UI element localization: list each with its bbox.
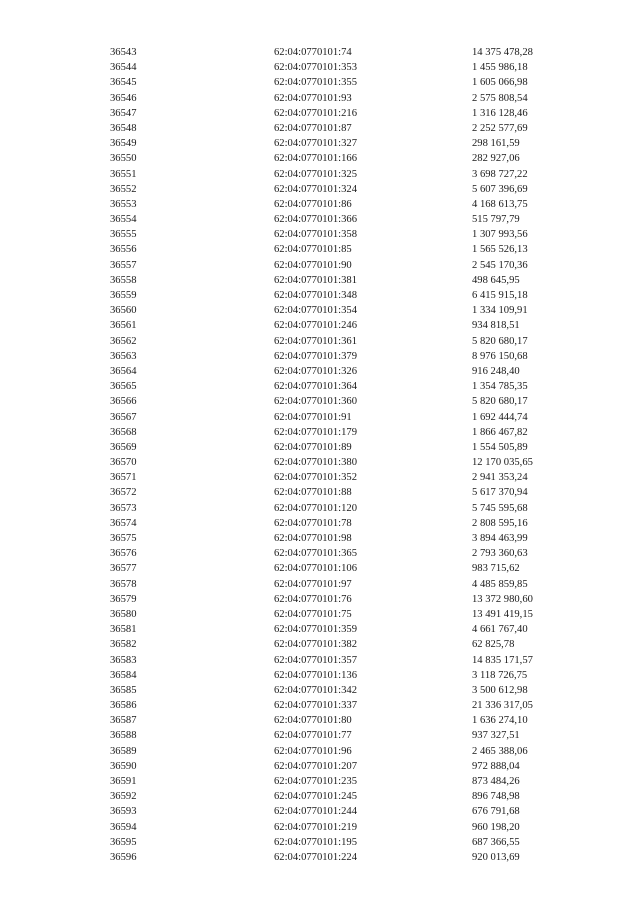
cadastral-value: 4 485 859,85 [472, 578, 528, 590]
row-number: 36590 [110, 760, 137, 772]
cadastral-number: 62:04:0770101:89 [274, 441, 352, 453]
table-row [0, 470, 640, 485]
table-row [0, 242, 640, 257]
table-row [0, 318, 640, 333]
cadastral-number: 62:04:0770101:76 [274, 593, 352, 605]
cadastral-number: 62:04:0770101:86 [274, 198, 352, 210]
cadastral-number: 62:04:0770101:136 [274, 669, 357, 681]
cadastral-value: 14 375 478,28 [472, 47, 533, 58]
row-number: 36574 [110, 517, 137, 529]
table-row [0, 789, 640, 804]
cadastral-number: 62:04:0770101:85 [274, 244, 352, 256]
cadastral-value: 676 791,68 [472, 806, 520, 818]
row-number: 36577 [110, 563, 137, 575]
cadastral-number: 62:04:0770101:325 [274, 168, 357, 180]
table-row [0, 804, 640, 819]
row-number: 36579 [110, 593, 137, 605]
table-row [0, 607, 640, 622]
row-number: 36580 [110, 608, 137, 620]
table-row [0, 653, 640, 668]
table-row [0, 303, 640, 318]
row-number: 36564 [110, 365, 137, 377]
row-number: 36587 [110, 715, 137, 727]
cadastral-number: 62:04:0770101:379 [274, 350, 357, 362]
cadastral-number: 62:04:0770101:357 [274, 654, 357, 666]
cadastral-value: 3 500 612,98 [472, 684, 528, 696]
cadastral-number: 62:04:0770101:97 [274, 578, 352, 590]
data-table [0, 45, 640, 865]
table-row [0, 258, 640, 273]
table-row [0, 835, 640, 850]
cadastral-number: 62:04:0770101:80 [274, 715, 352, 727]
cadastral-number: 62:04:0770101:120 [274, 502, 357, 514]
row-number: 36544 [110, 62, 137, 74]
cadastral-value: 13 491 419,15 [472, 608, 533, 620]
row-number: 36548 [110, 122, 137, 134]
table-row [0, 455, 640, 470]
table-row [0, 425, 640, 440]
cadastral-value: 972 888,04 [472, 760, 520, 772]
cadastral-value: 3 118 726,75 [472, 669, 528, 681]
table-row [0, 167, 640, 182]
cadastral-value: 4 168 613,75 [472, 198, 528, 210]
cadastral-value: 896 748,98 [472, 791, 520, 803]
cadastral-value: 3 894 463,99 [472, 533, 528, 544]
cadastral-value: 1 636 274,10 [472, 715, 528, 727]
table-row [0, 197, 640, 212]
table-row [0, 820, 640, 835]
table-row [0, 136, 640, 151]
cadastral-value: 4 661 767,40 [472, 624, 528, 636]
row-number: 36550 [110, 153, 137, 165]
table-row [0, 273, 640, 288]
cadastral-number: 62:04:0770101:78 [274, 517, 352, 529]
row-number: 36558 [110, 274, 137, 286]
cadastral-number: 62:04:0770101:74 [274, 47, 352, 58]
row-number: 36570 [110, 457, 137, 469]
cadastral-value: 934 818,51 [472, 320, 520, 332]
row-number: 36576 [110, 548, 137, 560]
table-row [0, 713, 640, 728]
cadastral-value: 937 327,51 [472, 730, 520, 742]
row-number: 36557 [110, 259, 137, 271]
row-number: 36578 [110, 578, 137, 590]
table-row [0, 622, 640, 637]
table-row [0, 379, 640, 394]
cadastral-number: 62:04:0770101:382 [274, 639, 357, 651]
cadastral-number: 62:04:0770101:353 [274, 62, 357, 74]
row-number: 36563 [110, 350, 137, 362]
table-row [0, 531, 640, 546]
cadastral-value: 2 941 353,24 [472, 472, 528, 484]
table-row [0, 227, 640, 242]
cadastral-number: 62:04:0770101:348 [274, 290, 357, 301]
table-row [0, 91, 640, 106]
table-row [0, 759, 640, 774]
cadastral-value: 5 607 396,69 [472, 183, 528, 195]
cadastral-value: 1 554 505,89 [472, 441, 528, 453]
cadastral-value: 2 252 577,69 [472, 122, 528, 134]
table-row [0, 440, 640, 455]
row-number: 36586 [110, 700, 137, 712]
cadastral-value: 6 415 915,18 [472, 290, 528, 301]
table-row [0, 182, 640, 197]
cadastral-value: 1 866 467,82 [472, 426, 528, 438]
cadastral-value: 2 545 170,36 [472, 259, 528, 271]
row-number: 36575 [110, 533, 137, 544]
cadastral-number: 62:04:0770101:359 [274, 624, 357, 636]
cadastral-value: 1 354 785,35 [472, 381, 528, 393]
cadastral-number: 62:04:0770101:354 [274, 305, 357, 317]
cadastral-number: 62:04:0770101:224 [274, 851, 357, 863]
row-number: 36559 [110, 290, 137, 301]
row-number: 36596 [110, 851, 137, 863]
cadastral-number: 62:04:0770101:88 [274, 487, 352, 499]
cadastral-value: 920 013,69 [472, 851, 520, 863]
cadastral-number: 62:04:0770101:96 [274, 745, 352, 757]
cadastral-number: 62:04:0770101:90 [274, 259, 352, 271]
cadastral-number: 62:04:0770101:106 [274, 563, 357, 575]
row-number: 36566 [110, 396, 137, 408]
cadastral-value: 1 565 526,13 [472, 244, 528, 256]
table-row [0, 212, 640, 227]
cadastral-number: 62:04:0770101:195 [274, 836, 357, 848]
cadastral-number: 62:04:0770101:337 [274, 700, 357, 712]
cadastral-value: 3 698 727,22 [472, 168, 528, 180]
cadastral-number: 62:04:0770101:365 [274, 548, 357, 560]
cadastral-value: 5 617 370,94 [472, 487, 528, 499]
cadastral-number: 62:04:0770101:75 [274, 608, 352, 620]
row-number: 36554 [110, 214, 137, 226]
row-number: 36546 [110, 92, 137, 104]
table-row [0, 349, 640, 364]
table-row [0, 546, 640, 561]
cadastral-value: 298 161,59 [472, 138, 520, 150]
table-row [0, 516, 640, 531]
row-number: 36565 [110, 381, 137, 393]
cadastral-number: 62:04:0770101:358 [274, 229, 357, 241]
table-row [0, 45, 640, 60]
table-row [0, 60, 640, 75]
row-number: 36571 [110, 472, 137, 484]
cadastral-number: 62:04:0770101:352 [274, 472, 357, 484]
cadastral-value: 13 372 980,60 [472, 593, 533, 605]
row-number: 36593 [110, 806, 137, 818]
table-row [0, 728, 640, 743]
row-number: 36555 [110, 229, 137, 241]
row-number: 36588 [110, 730, 137, 742]
cadastral-value: 282 927,06 [472, 153, 520, 165]
cadastral-value: 687 366,55 [472, 836, 520, 848]
table-row [0, 698, 640, 713]
cadastral-number: 62:04:0770101:355 [274, 77, 357, 89]
row-number: 36589 [110, 745, 137, 757]
cadastral-number: 62:04:0770101:380 [274, 457, 357, 469]
cadastral-value: 960 198,20 [472, 821, 520, 833]
row-number: 36594 [110, 821, 137, 833]
cadastral-value: 1 307 993,56 [472, 229, 528, 241]
cadastral-number: 62:04:0770101:327 [274, 138, 357, 150]
cadastral-value: 498 645,95 [472, 274, 520, 286]
row-number: 36584 [110, 669, 137, 681]
cadastral-number: 62:04:0770101:326 [274, 365, 357, 377]
cadastral-number: 62:04:0770101:381 [274, 274, 357, 286]
cadastral-number: 62:04:0770101:245 [274, 791, 357, 803]
table-row [0, 121, 640, 136]
row-number: 36552 [110, 183, 137, 195]
row-number: 36568 [110, 426, 137, 438]
row-number: 36591 [110, 776, 137, 787]
table-row [0, 334, 640, 349]
row-number: 36581 [110, 624, 137, 636]
row-number: 36553 [110, 198, 137, 210]
cadastral-value: 2 575 808,54 [472, 92, 528, 104]
cadastral-value: 1 692 444,74 [472, 411, 528, 423]
row-number: 36551 [110, 168, 137, 180]
row-number: 36585 [110, 684, 137, 696]
cadastral-number: 62:04:0770101:361 [274, 335, 357, 347]
row-number: 36549 [110, 138, 137, 150]
table-row [0, 364, 640, 379]
row-number: 36567 [110, 411, 137, 423]
table-row [0, 501, 640, 516]
cadastral-number: 62:04:0770101:98 [274, 533, 352, 544]
table-row [0, 561, 640, 576]
table-row [0, 288, 640, 303]
cadastral-number: 62:04:0770101:246 [274, 320, 357, 332]
cadastral-number: 62:04:0770101:360 [274, 396, 357, 408]
cadastral-number: 62:04:0770101:87 [274, 122, 352, 134]
row-number: 36582 [110, 639, 137, 651]
cadastral-value: 2 465 388,06 [472, 745, 528, 757]
cadastral-value: 5 745 595,68 [472, 502, 528, 514]
row-number: 36592 [110, 791, 137, 803]
table-row [0, 485, 640, 500]
table-row [0, 668, 640, 683]
cadastral-number: 62:04:0770101:207 [274, 760, 357, 772]
cadastral-value: 873 484,26 [472, 776, 520, 787]
cadastral-value: 21 336 317,05 [472, 700, 533, 712]
cadastral-value: 515 797,79 [472, 214, 520, 226]
row-number: 36556 [110, 244, 137, 256]
cadastral-value: 62 825,78 [472, 639, 515, 651]
table-row [0, 75, 640, 90]
table-row [0, 744, 640, 759]
cadastral-value: 8 976 150,68 [472, 350, 528, 362]
cadastral-number: 62:04:0770101:244 [274, 806, 357, 818]
row-number: 36547 [110, 107, 137, 119]
table-row [0, 577, 640, 592]
row-number: 36560 [110, 305, 137, 317]
table-row [0, 410, 640, 425]
cadastral-number: 62:04:0770101:364 [274, 381, 357, 393]
row-number: 36545 [110, 77, 137, 89]
cadastral-value: 5 820 680,17 [472, 396, 528, 408]
table-row [0, 637, 640, 652]
cadastral-number: 62:04:0770101:366 [274, 214, 357, 226]
table-row [0, 774, 640, 789]
row-number: 36561 [110, 320, 137, 332]
cadastral-value: 1 316 128,46 [472, 107, 528, 119]
table-row [0, 106, 640, 121]
row-number: 36573 [110, 502, 137, 514]
cadastral-number: 62:04:0770101:216 [274, 107, 357, 119]
cadastral-value: 12 170 035,65 [472, 457, 533, 469]
row-number: 36572 [110, 487, 137, 499]
table-row [0, 850, 640, 865]
cadastral-value: 5 820 680,17 [472, 335, 528, 347]
cadastral-number: 62:04:0770101:91 [274, 411, 352, 423]
cadastral-value: 14 835 171,57 [472, 654, 533, 666]
cadastral-number: 62:04:0770101:166 [274, 153, 357, 165]
cadastral-value: 1 605 066,98 [472, 77, 528, 89]
cadastral-value: 916 248,40 [472, 365, 520, 377]
row-number: 36595 [110, 836, 137, 848]
row-number: 36562 [110, 335, 137, 347]
cadastral-number: 62:04:0770101:219 [274, 821, 357, 833]
row-number: 36569 [110, 441, 137, 453]
cadastral-value: 1 334 109,91 [472, 305, 528, 317]
cadastral-number: 62:04:0770101:342 [274, 684, 357, 696]
table-row [0, 151, 640, 166]
table-row [0, 394, 640, 409]
cadastral-number: 62:04:0770101:93 [274, 92, 352, 104]
table-row [0, 592, 640, 607]
cadastral-value: 1 455 986,18 [472, 62, 528, 74]
cadastral-number: 62:04:0770101:235 [274, 776, 357, 787]
table-row [0, 683, 640, 698]
cadastral-value: 983 715,62 [472, 563, 520, 575]
cadastral-number: 62:04:0770101:324 [274, 183, 357, 195]
cadastral-number: 62:04:0770101:77 [274, 730, 352, 742]
cadastral-value: 2 793 360,63 [472, 548, 528, 560]
row-number: 36583 [110, 654, 137, 666]
cadastral-value: 2 808 595,16 [472, 517, 528, 529]
cadastral-number: 62:04:0770101:179 [274, 426, 357, 438]
row-number: 36543 [110, 47, 137, 58]
